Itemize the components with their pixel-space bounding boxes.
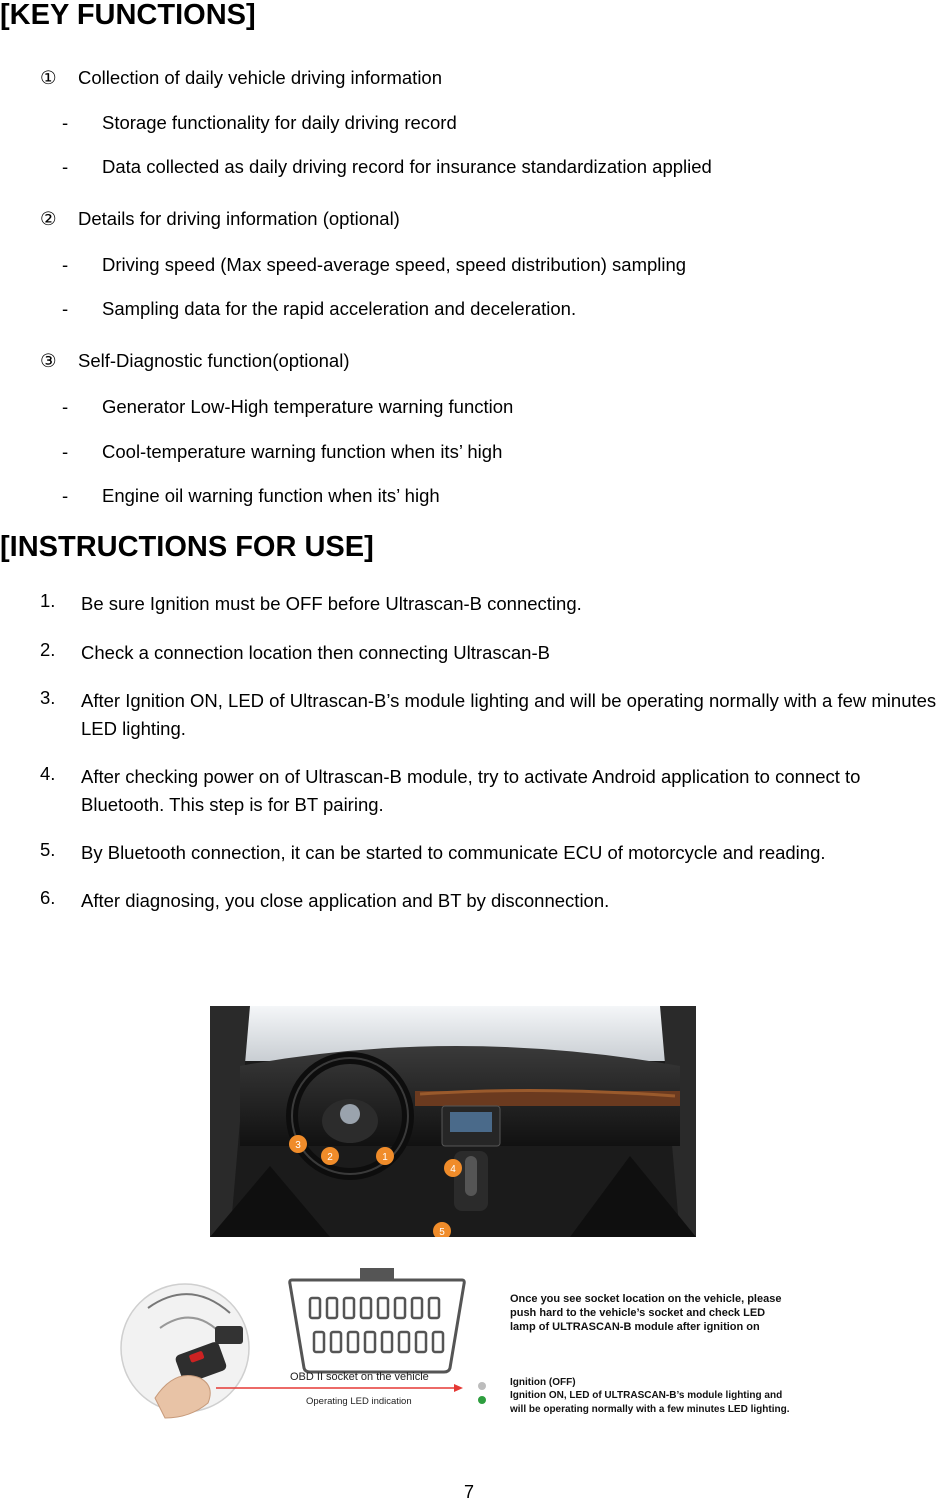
note-bottom-line-2: Ignition ON, LED of ULTRASCAN-B’s module lighting and — [510, 1390, 783, 1401]
led-off-icon — [478, 1382, 486, 1390]
note-top-line-3: lamp of ULTRASCAN-B module after ignition on — [510, 1321, 760, 1333]
list-item: - Generator Low-High temperature warning function — [62, 396, 514, 417]
note-top-line-1: Once you see socket location on the vehicle, please — [510, 1293, 782, 1305]
section-title: Self-Diagnostic function(optional) — [78, 350, 350, 371]
page-number: 7 — [463, 1482, 474, 1502]
arrow-head-icon — [454, 1384, 463, 1392]
note-bottom-line-3: will be operating normally with a few minutes LED lighting. — [510, 1404, 790, 1415]
marker-1 — [376, 1147, 394, 1165]
section-title: Collection of daily vehicle driving information — [78, 67, 443, 88]
led-indication-label: Operating LED indication — [306, 1396, 412, 1407]
svg-text:4: 4 — [450, 1164, 456, 1175]
section-title: Details for driving information (optional) — [78, 208, 400, 229]
section-marker: ① — [40, 67, 57, 88]
list-item: - Driving speed (Max speed-average speed, speed distribution) sampling — [62, 254, 687, 275]
svg-text:5: 5 — [439, 1227, 445, 1237]
svg-text:3: 3 — [295, 1140, 301, 1151]
list-item: - Engine oil warning function when its’ high — [62, 485, 440, 506]
hand-plugging-illustration — [121, 1284, 249, 1418]
list-item: - Data collected as daily driving record for insurance standardization applied — [62, 156, 712, 177]
marker-4 — [444, 1159, 462, 1177]
section-1-title — [40, 67, 442, 89]
note-bottom-line-1: Ignition (OFF) — [510, 1377, 576, 1388]
list-item: - Sampling data for the rapid acceleration and deceleration. — [62, 298, 577, 319]
obd-connection-diagram — [120, 1268, 840, 1438]
instruction-step: 2. Check a connection location then connecting Ultrascan-B — [40, 639, 550, 663]
instruction-step: 1. Be sure Ignition must be OFF before Ultrascan-B connecting. — [40, 590, 582, 614]
instructions-heading: [INSTRUCTIONS FOR USE] — [0, 531, 374, 563]
marker-2 — [321, 1147, 339, 1165]
led-on-icon — [478, 1396, 486, 1404]
svg-text:2: 2 — [327, 1152, 333, 1163]
dashboard-photo — [210, 1006, 696, 1237]
obd-socket-icon — [290, 1268, 465, 1372]
list-item: - Storage functionality for daily driving record — [62, 112, 457, 133]
instruction-step: 4. After checking power on of Ultrascan-B module, try to activate Android application to connect to Bluetooth. This step is for BT pairing. — [40, 763, 861, 815]
instruction-step: 5. By Bluetooth connection, it can be started to communicate ECU of motorcycle and reading. — [40, 839, 826, 863]
svg-text:1: 1 — [382, 1152, 388, 1163]
list-item: - Cool-temperature warning function when its’ high — [62, 441, 503, 462]
instruction-step: 6. After diagnosing, you close application and BT by disconnection. — [40, 887, 610, 911]
marker-3 — [289, 1135, 307, 1153]
section-2-title — [40, 208, 400, 230]
section-marker: ③ — [40, 350, 57, 371]
note-top-line-2: push hard to the vehicle’s socket and check LED — [510, 1307, 766, 1319]
section-marker: ② — [40, 208, 57, 229]
socket-label: OBD II socket on the vehicle — [290, 1371, 429, 1383]
section-3-title — [40, 350, 349, 372]
key-functions-heading: [KEY FUNCTIONS] — [0, 0, 256, 31]
instruction-step: 3. After Ignition ON, LED of Ultrascan-B’s module lighting and will be operating normally with a few minutes LED lighting. — [40, 687, 937, 739]
